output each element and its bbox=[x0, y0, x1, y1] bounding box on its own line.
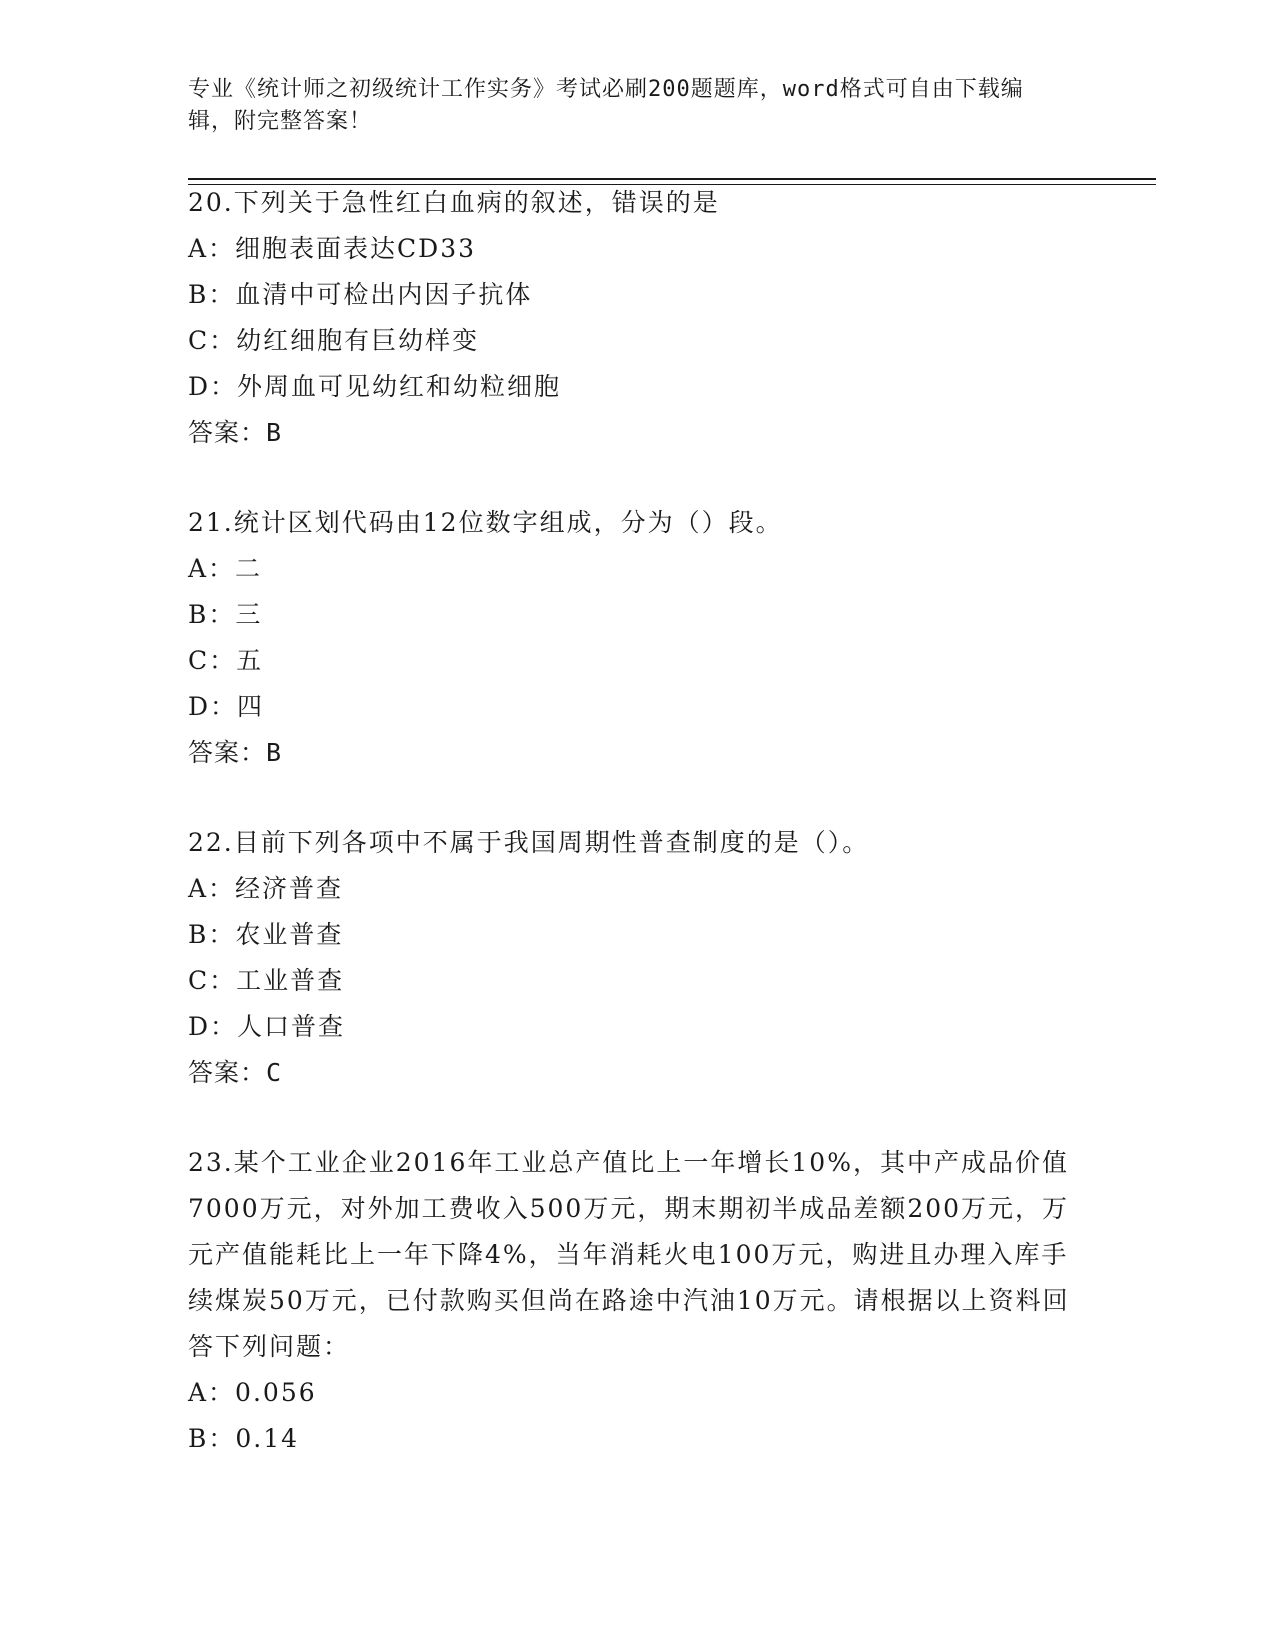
option-c: C：幼红细胞有巨幼样变 bbox=[188, 326, 480, 355]
answer-text: 答案：C bbox=[188, 1058, 283, 1087]
question-stem: 20.下列关于急性红白血病的叙述，错误的是 bbox=[188, 188, 720, 217]
option-a: A：0.056 bbox=[188, 1378, 317, 1407]
answer-text: 答案：B bbox=[188, 418, 283, 447]
question-21 bbox=[188, 500, 1088, 776]
option-b: B：三 bbox=[188, 600, 263, 629]
option-d: D：人口普查 bbox=[188, 1012, 346, 1041]
question-stem: 22.目前下列各项中不属于我国周期性普查制度的是（）。 bbox=[188, 828, 870, 857]
option-b: B：0.14 bbox=[188, 1424, 300, 1453]
answer-text: 答案：B bbox=[188, 738, 283, 767]
option-c: C：工业普查 bbox=[188, 966, 345, 995]
option-c: C：五 bbox=[188, 646, 264, 675]
option-d: D：外周血可见幼红和幼粒细胞 bbox=[188, 372, 562, 401]
option-a: A：二 bbox=[188, 554, 263, 583]
question-stem: 23.某个工业企业2016年工业总产值比上一年增长10%，其中产成品价值7000万元，对外加工费收入500万元，期末期初半成品差额200万元，万元产值能耗比上一年下降4%，当年消耗火电100万元，购进且办理入库手续煤炭50万元，已付款购买但尚在路途中汽油10万元。请根据以上资料回答下列问题： bbox=[188, 1148, 1070, 1361]
option-a: A：经济普查 bbox=[188, 874, 344, 903]
document-header: 专业《统计师之初级统计工作实务》考试必刷200题题库，word格式可自由下载编辑，附完整答案！ bbox=[188, 77, 1024, 134]
option-d: D：四 bbox=[188, 692, 265, 721]
option-a: A：细胞表面表达CD33 bbox=[188, 234, 477, 263]
option-b: B：农业普查 bbox=[188, 920, 344, 949]
question-22 bbox=[188, 820, 1088, 1096]
question-stem: 21.统计区划代码由12位数字组成，分为（）段。 bbox=[188, 508, 783, 537]
option-b: B：血清中可检出内因子抗体 bbox=[188, 280, 533, 309]
question-20 bbox=[188, 180, 1088, 456]
question-23 bbox=[188, 1140, 1088, 1462]
